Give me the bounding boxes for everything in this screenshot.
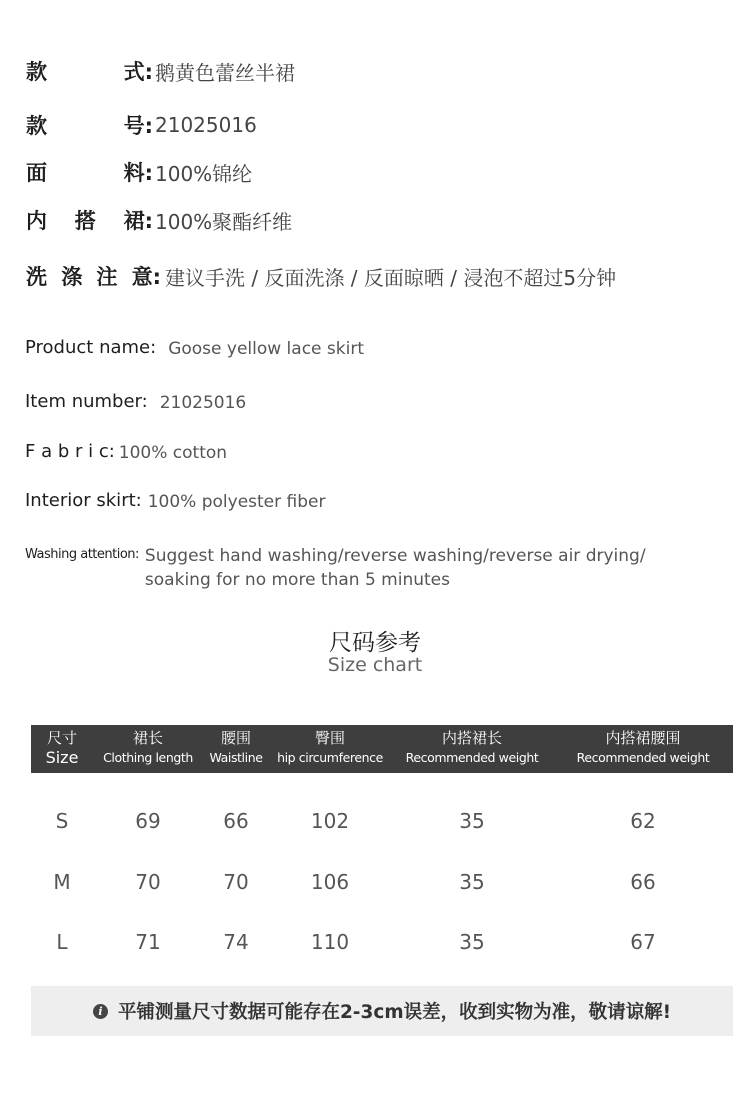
en-washing-row (25, 544, 646, 592)
cn-item-number-row (26, 110, 257, 140)
cn-style-value: 鹅黄色蕾丝半裙 (155, 60, 295, 85)
en-item-number-label: Item number: (25, 391, 148, 412)
cell-clothing-length: 69 (135, 809, 161, 833)
en-fabric-label: F a b r i c: (25, 441, 115, 462)
cell-waistline: 74 (223, 930, 249, 954)
header-hip-circumference: 臀围 hip circumference (277, 729, 383, 765)
en-fabric-row (25, 441, 227, 465)
cn-interior-skirt-label: 内 搭 裙: (26, 209, 153, 233)
cn-washing-row (26, 261, 616, 291)
cn-washing-value: 建议手洗 / 反面洗涤 / 反面晾晒 / 浸泡不超过5分钟 (165, 265, 617, 290)
cn-item-number-value: 21025016 (155, 113, 257, 137)
cn-fabric-value: 100%锦纶 (155, 161, 253, 186)
cell-waistline: 66 (223, 809, 249, 833)
cell-size: L (56, 930, 68, 954)
header-interior-skirt-length: 内搭裙长 Recommended weight (405, 729, 539, 765)
header-waistline: 腰围 Waistline (209, 729, 263, 765)
en-fabric-value: 100% cotton (118, 443, 228, 463)
cn-style-label: 款 式: (26, 60, 153, 84)
en-item-number-row (25, 391, 246, 415)
header-clothing-length: 裙长 Clothing length (103, 729, 193, 765)
cell-waistline: 70 (223, 870, 249, 894)
en-product-name-value: Goose yellow lace skirt (168, 339, 364, 359)
cell-interior-length: 35 (459, 870, 485, 894)
cell-hip: 102 (310, 809, 350, 833)
table-row (31, 930, 733, 960)
cell-hip: 106 (310, 870, 350, 894)
cell-interior-waist: 67 (630, 930, 656, 954)
measurement-note (31, 986, 733, 1036)
measurement-note-text: 平铺测量尺寸数据可能存在2-3cm误差，收到实物为准，敬请谅解! (117, 1002, 672, 1023)
cell-interior-waist: 66 (630, 870, 656, 894)
en-product-name-label: Product name: (25, 337, 157, 358)
en-washing-value-line-1: Suggest hand washing/reverse washing/reverse air drying/ (144, 546, 646, 566)
header-interior-skirt-waist: 内搭裙腰围 Recommended weight (576, 729, 710, 765)
en-washing-label: Washing attention: (25, 547, 139, 562)
cn-fabric-label: 面 料: (26, 161, 153, 185)
en-item-number-value: 21025016 (159, 393, 247, 413)
cell-clothing-length: 70 (135, 870, 161, 894)
cn-fabric-row (26, 157, 252, 187)
table-row (31, 809, 733, 839)
size-table-header (31, 725, 733, 773)
cn-style-row (26, 56, 295, 86)
en-washing-value-line-2: soaking for no more than 5 minutes (144, 570, 451, 590)
cell-size: S (55, 809, 69, 833)
en-washing-value (145, 544, 646, 592)
header-size: 尺寸 Size (45, 729, 79, 767)
en-product-name-row (25, 337, 364, 361)
en-interior-skirt-label: Interior skirt: (25, 490, 142, 511)
cell-hip: 110 (310, 930, 350, 954)
cell-interior-length: 35 (459, 809, 485, 833)
en-interior-skirt-value: 100% polyester fiber (147, 492, 326, 512)
cn-interior-skirt-value: 100%聚酯纤维 (155, 209, 293, 234)
cn-item-number-label: 款 号: (26, 114, 153, 138)
cn-interior-skirt-row (26, 205, 292, 235)
cell-clothing-length: 71 (135, 930, 161, 954)
cn-washing-label: 洗 涤 注 意: (26, 265, 161, 289)
table-row (31, 870, 733, 900)
size-chart-title-en: Size chart (327, 654, 423, 676)
cell-interior-waist: 62 (630, 809, 656, 833)
size-chart-title-cn: 尺码参考 (329, 630, 421, 656)
cell-interior-length: 35 (459, 930, 485, 954)
en-interior-skirt-row (25, 490, 325, 514)
cell-size: M (53, 870, 71, 894)
info-icon: i (93, 1004, 108, 1019)
